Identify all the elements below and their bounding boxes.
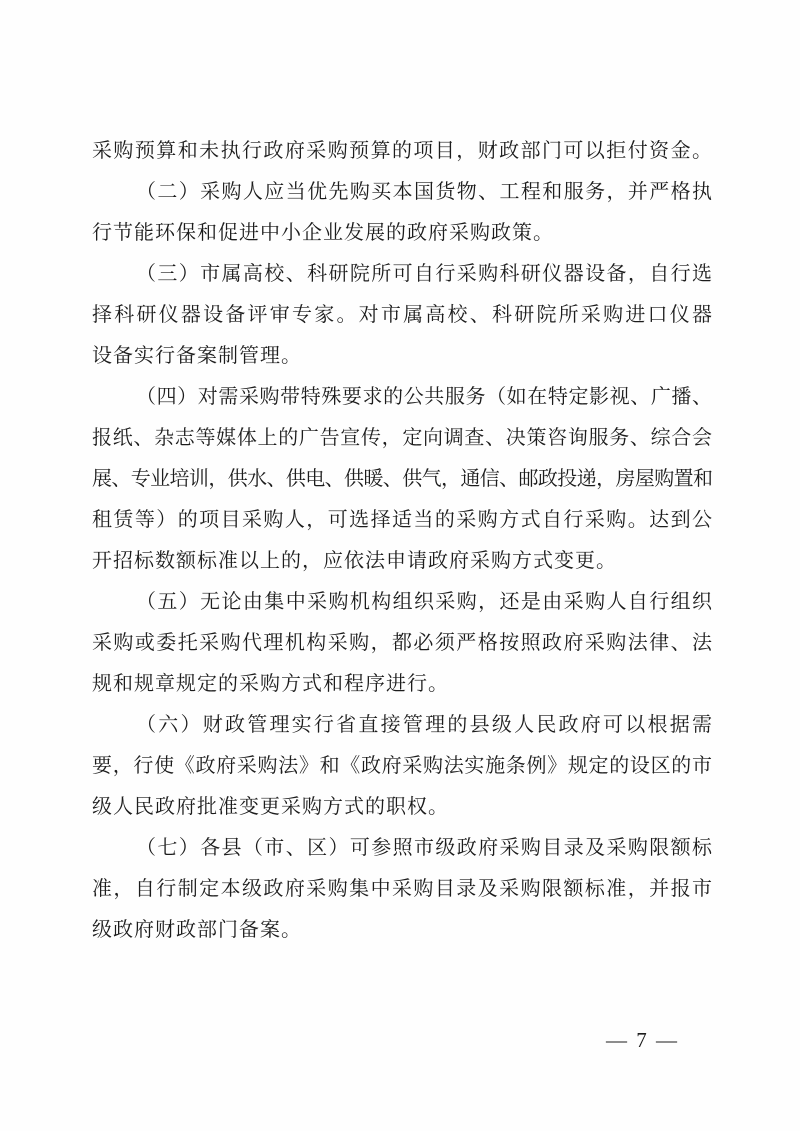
text-line: 择科研仪器设备评审专家。对市属高校、科研院所采购进口仪器	[92, 304, 712, 326]
text-line: 展、专业培训，供水、供电、供暖、供气，通信、邮政投递，房屋购置和	[92, 468, 712, 490]
text-line: 设备实行备案制管理。	[92, 345, 302, 367]
text-line: 采购预算和未执行政府采购预算的项目，财政部门可以拒付资金。	[92, 140, 712, 162]
text-line: （五）无论由集中采购机构组织采购，还是由采购人自行组织	[136, 591, 712, 613]
text-line: 开招标数额标准以上的，应依法申请政府采购方式变更。	[92, 550, 617, 572]
text-line: 行节能环保和促进中小企业发展的政府采购政策。	[92, 222, 554, 244]
text-line: （六）财政管理实行省直接管理的县级人民政府可以根据需	[136, 714, 712, 736]
text-line: 报纸、杂志等媒体上的广告宣传，定向调查、决策咨询服务、综合会	[92, 427, 712, 449]
text-line: （四）对需采购带特殊要求的公共服务（如在特定影视、广播、	[136, 386, 712, 408]
text-line: 准，自行制定本级政府采购集中采购目录及采购限额标准，并报市	[92, 878, 712, 900]
text-line: 要，行使《政府采购法》和《政府采购法实施条例》规定的设区的市	[92, 755, 712, 777]
text-line: 级人民政府批准变更采购方式的职权。	[92, 796, 449, 818]
text-line: （三）市属高校、科研院所可自行采购科研仪器设备，自行选	[136, 263, 712, 285]
text-line: 规和规章规定的采购方式和程序进行。	[92, 673, 449, 695]
text-line: 租赁等）的项目采购人，可选择适当的采购方式自行采购。达到公	[92, 509, 712, 531]
text-line: （七）各县（市、区）可参照市级政府采购目录及采购限额标	[136, 837, 712, 859]
text-line: （二）采购人应当优先购买本国货物、工程和服务，并严格执	[136, 181, 712, 203]
page-number: — 7 —	[606, 1028, 679, 1052]
text-line: 级政府财政部门备案。	[92, 919, 302, 941]
text-line: 采购或委托采购代理机构采购，都必须严格按照政府采购法律、法	[92, 632, 712, 654]
document-body	[92, 131, 712, 951]
